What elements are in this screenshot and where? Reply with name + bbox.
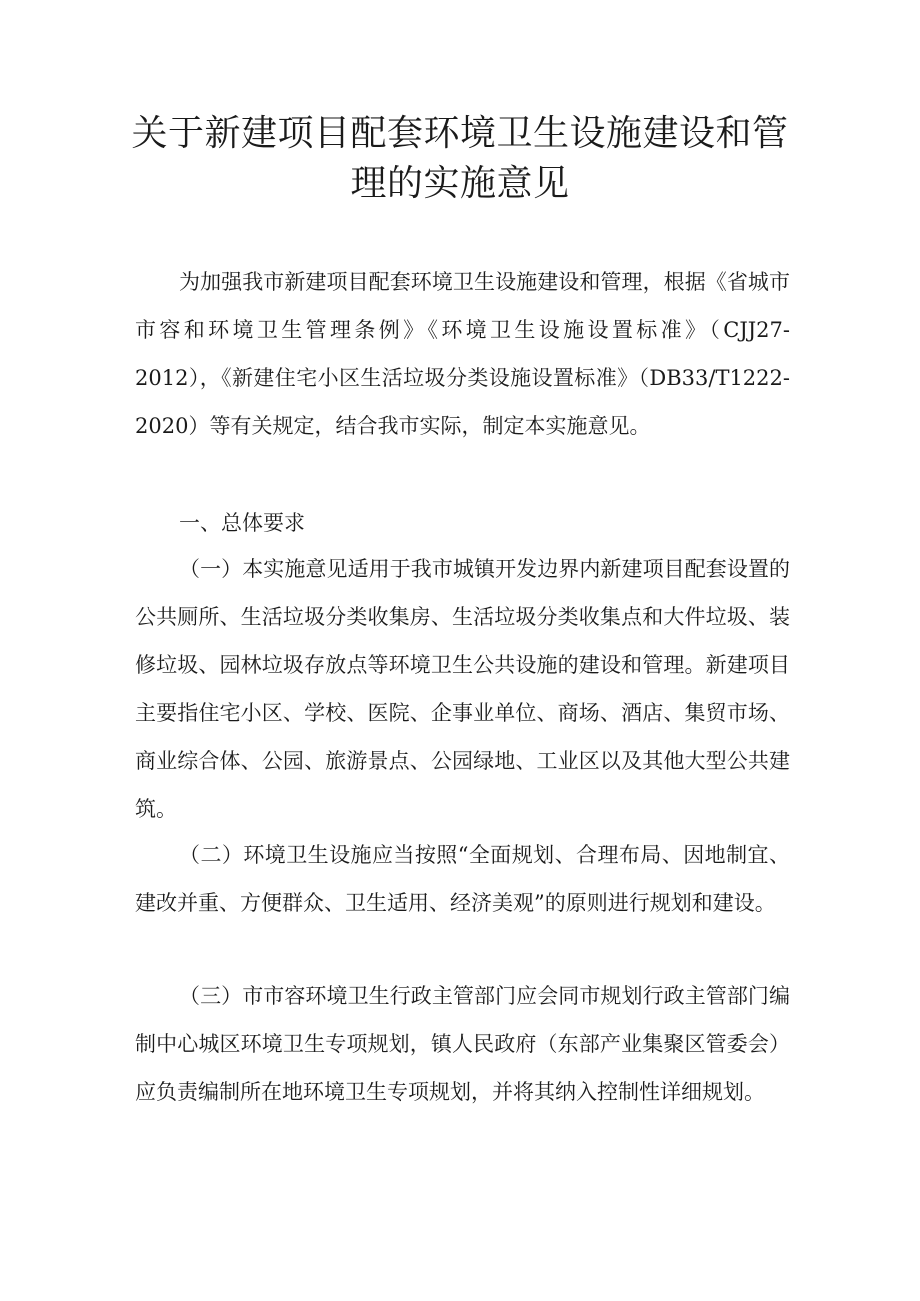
document-title-line-1: 关于新建项目配套环境卫生设施建设和管: [131, 113, 789, 154]
item-2-paragraph: （二）环境卫生设施应当按照“全面规划、合理布局、因地制宜、建改并重、方便群众、卫生适用、经济美观”的原则进行规划和建设。: [135, 843, 790, 915]
item-1-paragraph: （一）本实施意见适用于我市城镇开发边界内新建项目配套设置的公共厕所、生活垃圾分类收集房、生活垃圾分类收集点和大件垃圾、装修垃圾、园林垃圾存放点等环境卫生公共设施的建设和管理。新建项目主要指住宅小区、学校、医院、企事业单位、商场、酒店、集贸市场、商业综合体、公园、旅游景点、公园绿地、工业区以及其他大型公共建筑。: [135, 557, 790, 821]
item-3-paragraph: （三）市市容环境卫生行政主管部门应会同市规划行政主管部门编制中心城区环境卫生专项规划，镇人民政府（东部产业集聚区管委会）应负责编制所在地环境卫生专项规划，并将其纳入控制性详细规划。: [135, 984, 790, 1104]
document-title-line-2: 理的实施意见: [350, 163, 570, 204]
intro-paragraph: 为加强我市新建项目配套环境卫生设施建设和管理，根据《省城市市容和环境卫生管理条例》《环境卫生设施设置标准》（CJJ27-2012），《新建住宅小区生活垃圾分类设施设置标准》（DB33/T1222-2020）等有关规定，结合我市实际，制定本实施意见。: [135, 270, 790, 438]
section-heading-general-requirements: 一、总体要求: [179, 511, 305, 535]
